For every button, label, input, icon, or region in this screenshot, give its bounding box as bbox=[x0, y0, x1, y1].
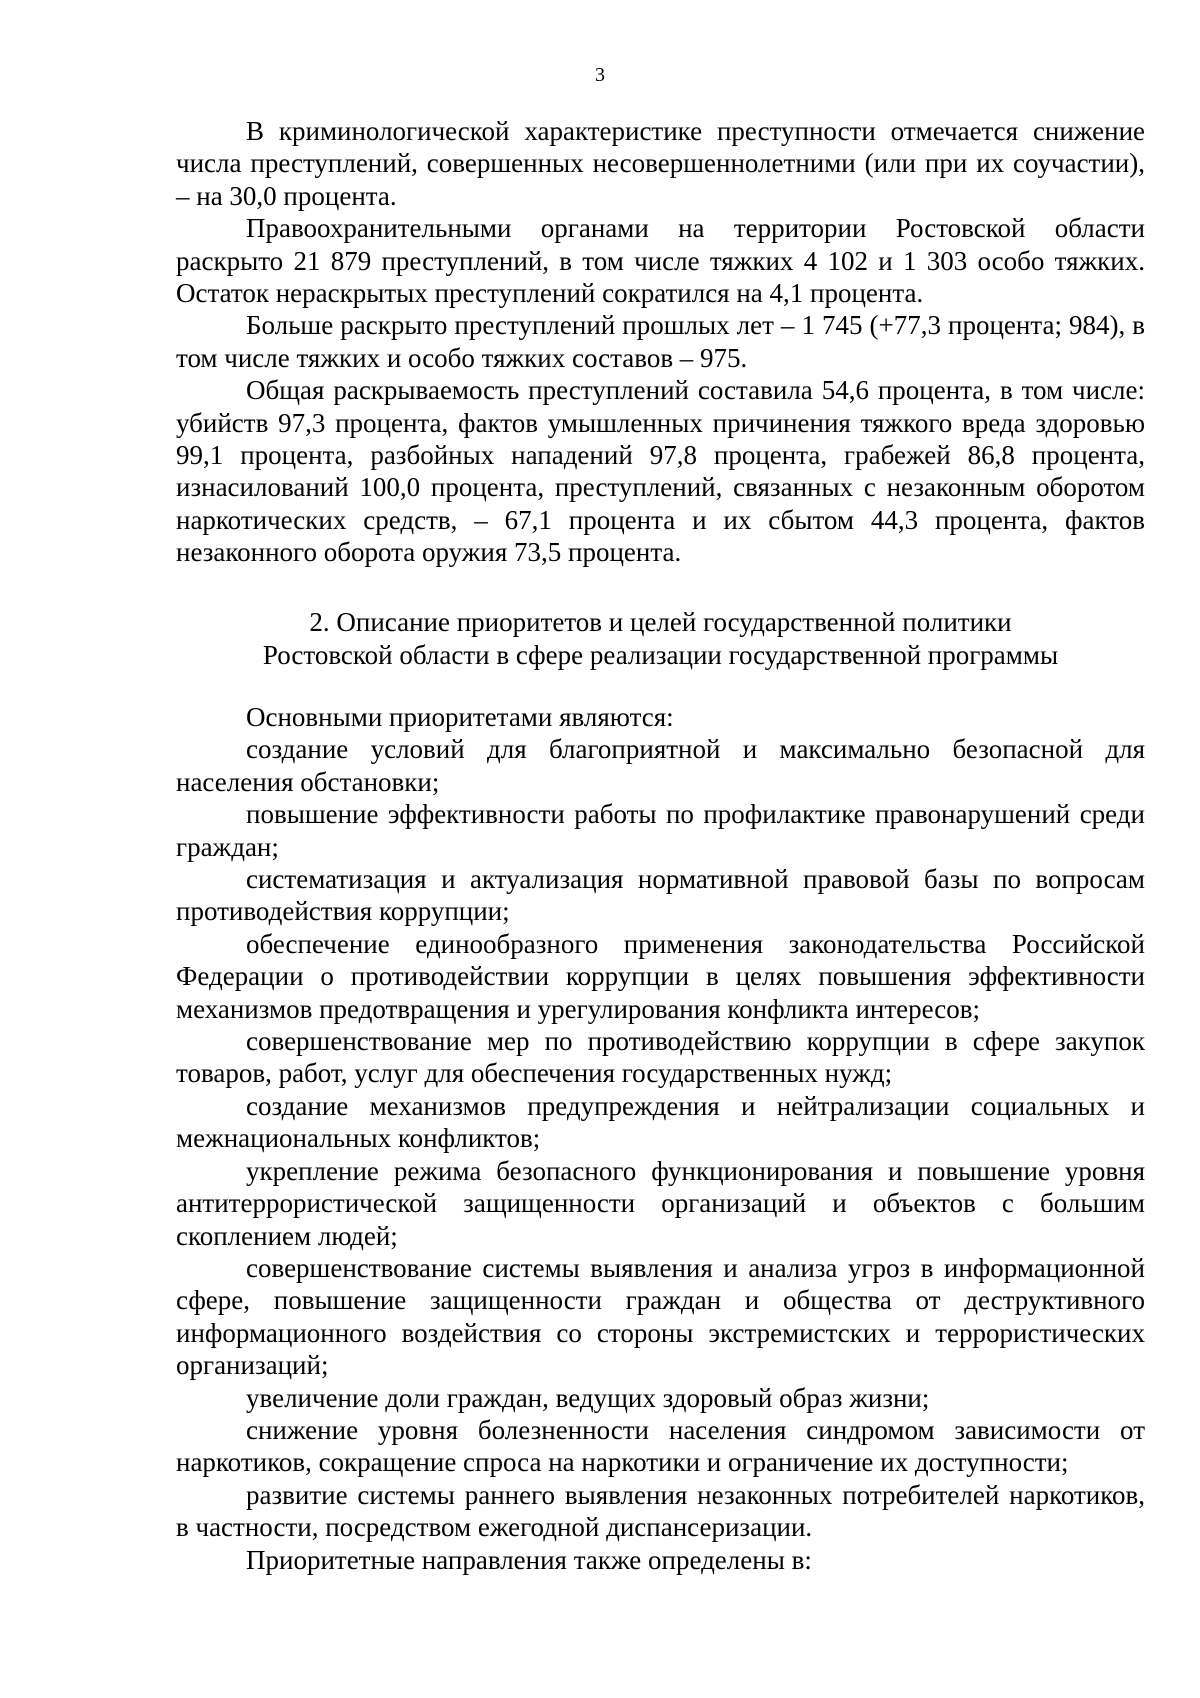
priority-item: совершенствование системы выявления и анализа угроз в информационной сфере, повышение защищенности граждан и общества от деструктивного информационного воздействия со стороны экстремистских и террористических организаций; bbox=[176, 1252, 1145, 1381]
paragraph: Общая раскрываемость преступлений составила 54,6 процента, в том числе: убийств 97,3 процента, фактов умышленных причинения тяжкого вреда здоровью 99,1 процента, разбойных нападений 97,8 процента, грабежей 86,8 процента, изнасилований 100,0 процента, преступлений, связанных с незаконным оборотом наркотических средств, – 67,1 процента и их сбытом 44,3 процента, фактов незаконного оборота оружия 73,5 процента. bbox=[176, 375, 1145, 568]
priority-item: повышение эффективности работы по профилактике правонарушений среди граждан; bbox=[176, 799, 1145, 862]
priorities-section bbox=[176, 701, 1145, 1576]
paragraph: Правоохранительными органами на территории Ростовской области раскрыто 21 879 преступлений, в том числе тяжких 4 102 и 1 303 особо тяжких. Остаток нераскрытых преступлений сократился на 4,1 процента. bbox=[176, 213, 1145, 309]
priority-item: развитие системы раннего выявления незаконных потребителей наркотиков, в частности, посредством ежегодной диспансеризации. bbox=[176, 1479, 1145, 1543]
priority-item: создание условий для благоприятной и максимально безопасной для населения обстановки; bbox=[176, 734, 1145, 797]
priorities-intro: Основными приоритетами являются: bbox=[246, 702, 674, 732]
priority-item: систематизация и актуализация нормативной правовой базы по вопросам противодействия коррупции; bbox=[176, 864, 1145, 927]
priority-item: совершенствование мер по противодействию коррупции в сфере закупок товаров, работ, услуг для обеспечения государственных нужд; bbox=[176, 1026, 1145, 1089]
priorities-closing: Приоритетные направления также определены в: bbox=[246, 1544, 812, 1575]
priority-item: укрепление режима безопасного функционирования и повышение уровня антитеррористической защищенности организаций и объектов с большим скоплением людей; bbox=[176, 1155, 1145, 1251]
priority-item: обеспечение единообразного применения законодательства Российской Федерации о противодействии коррупции в целях повышения эффективности механизмов предотвращения и урегулирования конфликта интересов; bbox=[176, 928, 1145, 1024]
section-heading-line-1: 2. Описание приоритетов и целей государственной политики bbox=[309, 607, 1012, 637]
section-heading bbox=[176, 606, 1145, 671]
priority-item: снижение уровня болезненности населения синдромом зависимости от наркотиков, сокращение спроса на наркотики и ограничение их доступности; bbox=[176, 1414, 1145, 1478]
page-number: 3 bbox=[595, 64, 605, 86]
priority-item: увеличение доли граждан, ведущих здоровый образ жизни; bbox=[246, 1382, 930, 1413]
intro-section bbox=[176, 115, 1145, 569]
section-heading-line-2: Ростовской области в сфере реализации государственной программы bbox=[262, 639, 1059, 670]
paragraph: В криминологической характеристике преступности отмечается снижение числа преступлений, совершенных несовершеннолетними (или при их соучастии), – на 30,0 процента. bbox=[176, 116, 1145, 211]
paragraph: Больше раскрыто преступлений прошлых лет – 1 745 (+77,3 процента; 984), в том числе тяжких и особо тяжких составов – 975. bbox=[176, 310, 1145, 373]
priority-item: создание механизмов предупреждения и нейтрализации социальных и межнациональных конфликтов; bbox=[176, 1090, 1145, 1154]
